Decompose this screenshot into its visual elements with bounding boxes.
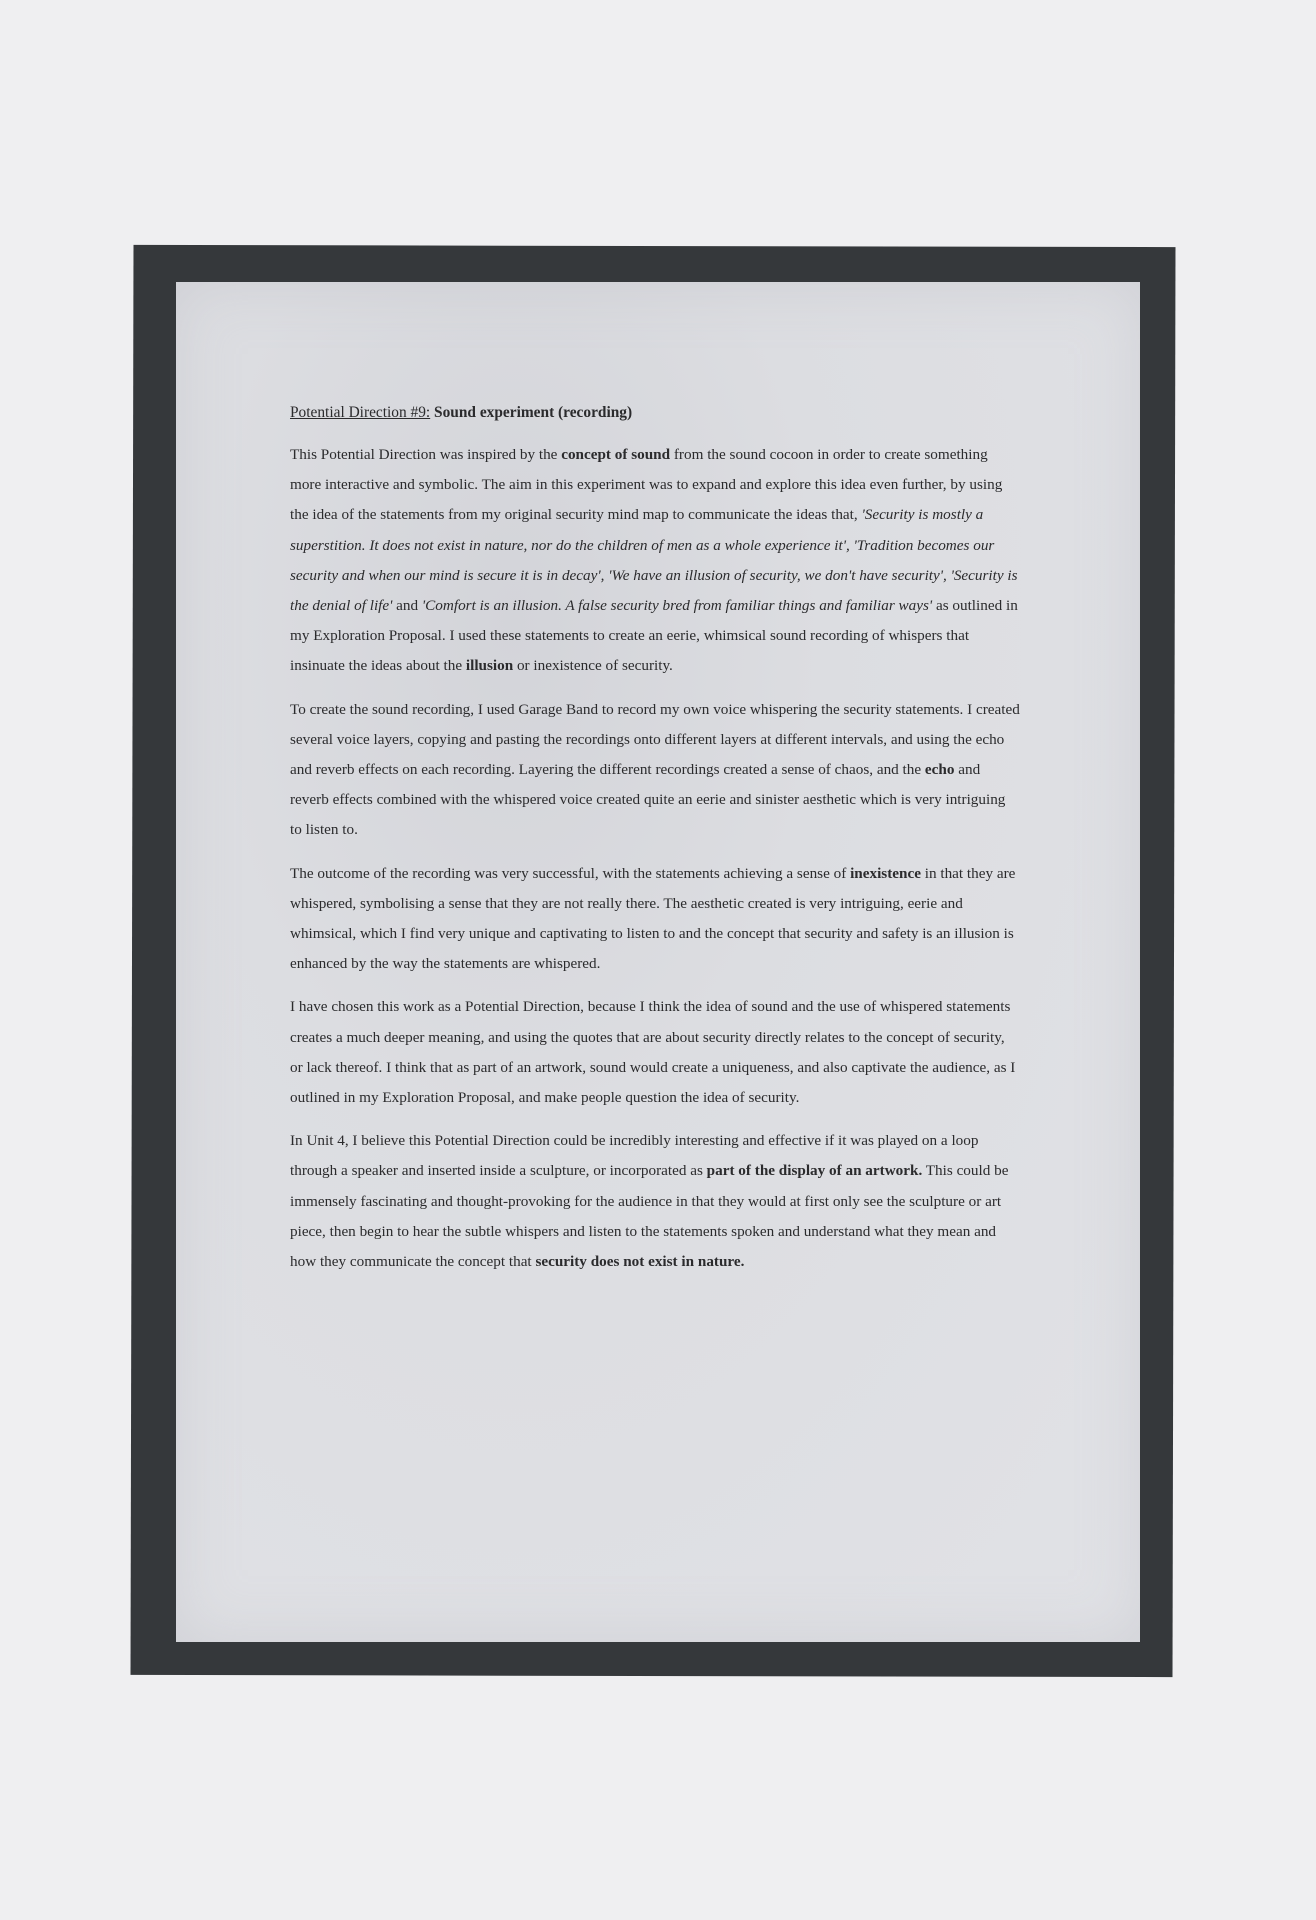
- paragraph-5-run-2: part of the display of an artwork.: [706, 1162, 923, 1180]
- paragraph-5-run-4: security does not exist in nature.: [535, 1253, 745, 1271]
- paragraph-1-run-3: from the sound cocoon in order to create something more interactive and symbolic. The aim in this experiment was to expand and explore this idea even further, by using the idea of the statements from my original security mind map to communicate the ideas that,: [290, 446, 1003, 524]
- paragraph-4: [290, 992, 1020, 1113]
- paragraphs-container: [290, 440, 1020, 1277]
- paragraph-1-run-1: This Potential Direction was inspired by the: [290, 446, 562, 463]
- paragraph-1-run-7: as outlined in my Exploration Proposal. I used these statements to create an eerie, whimsical sound recording of whispers that insinuate the ideas about the: [290, 597, 1018, 675]
- heading-label: Potential Direction #9:: [290, 404, 431, 421]
- paragraph-1-run-4: 'Security is mostly a superstition. It does not exist in nature, nor do the children of men as a whole experience it', 'Tradition becomes our security and when our mind is secure it is in decay', 'We have an illusion of security, we don't have security', 'Security is the denial of life': [290, 506, 1018, 615]
- paragraph-2-run-1: To create the sound recording, I used Garage Band to record my own voice whispering the security statements. I created several voice layers, copying and pasting the recordings onto different layers at different intervals, and using the echo and reverb effects on each recording. Layering the different recordings created a sense of chaos, and the: [290, 700, 1020, 779]
- paragraph-2-run-3: and reverb effects combined with the whispered voice created quite an eerie and sinister aesthetic which is very intriguing to listen to.: [290, 761, 1006, 839]
- document-heading: [290, 398, 1020, 428]
- paragraph-4-run-1: I have chosen this work as a Potential Direction, because I think the idea of sound and the use of whispered statements creates a much deeper meaning, and using the quotes that are about security directly relates to the concept of security, or lack thereof. I think that as part of an artwork, sound would create a uniqueness, and also captivate the audience, as I outlined in my Exploration Proposal, and make people question the idea of security.: [290, 998, 1016, 1107]
- paragraph-3-run-2: inexistence: [850, 864, 921, 882]
- paragraph-5-run-1: In Unit 4, I believe this Potential Direction could be incredibly interesting and effective if it was played on a loop through a speaker and inserted inside a sculpture, or incorporated as: [290, 1132, 979, 1180]
- paragraph-3-run-3: in that they are whispered, symbolising a sense that they are not really there. The aesthetic created is very intriguing, eerie and whimsical, which I find very unique and captivating to listen to and the concept that security and safety is an illusion is enhanced by the way the statements are whispered.: [290, 864, 1016, 973]
- paragraph-5-run-3: This could be immensely fascinating and thought-provoking for the audience in that they would at first only see the sculpture or art piece, then begin to hear the subtle whispers and listen to the statements spoken and understand what they mean and how they communicate the concept that: [290, 1162, 1009, 1271]
- paragraph-3: [290, 859, 1020, 980]
- paragraph-1-run-9: or inexistence of security.: [513, 657, 673, 675]
- heading-title: Sound experiment (recording): [430, 404, 633, 421]
- paragraph-1-run-8: illusion: [465, 657, 514, 675]
- document-sheet: [176, 282, 1140, 1642]
- paragraph-5: [290, 1126, 1020, 1277]
- paragraph-2: [290, 695, 1020, 846]
- paragraph-1-run-6: 'Comfort is an illusion. A false security bred from familiar things and familiar ways': [421, 597, 933, 615]
- paragraph-1: [290, 440, 1020, 682]
- paragraph-2-run-2: echo: [924, 761, 955, 779]
- paragraph-1-run-5: and: [392, 597, 422, 615]
- paragraph-3-run-1: The outcome of the recording was very successful, with the statements achieving a sense of: [290, 864, 851, 882]
- document-body: [290, 398, 1020, 1290]
- paragraph-1-run-2: concept of sound: [561, 446, 671, 463]
